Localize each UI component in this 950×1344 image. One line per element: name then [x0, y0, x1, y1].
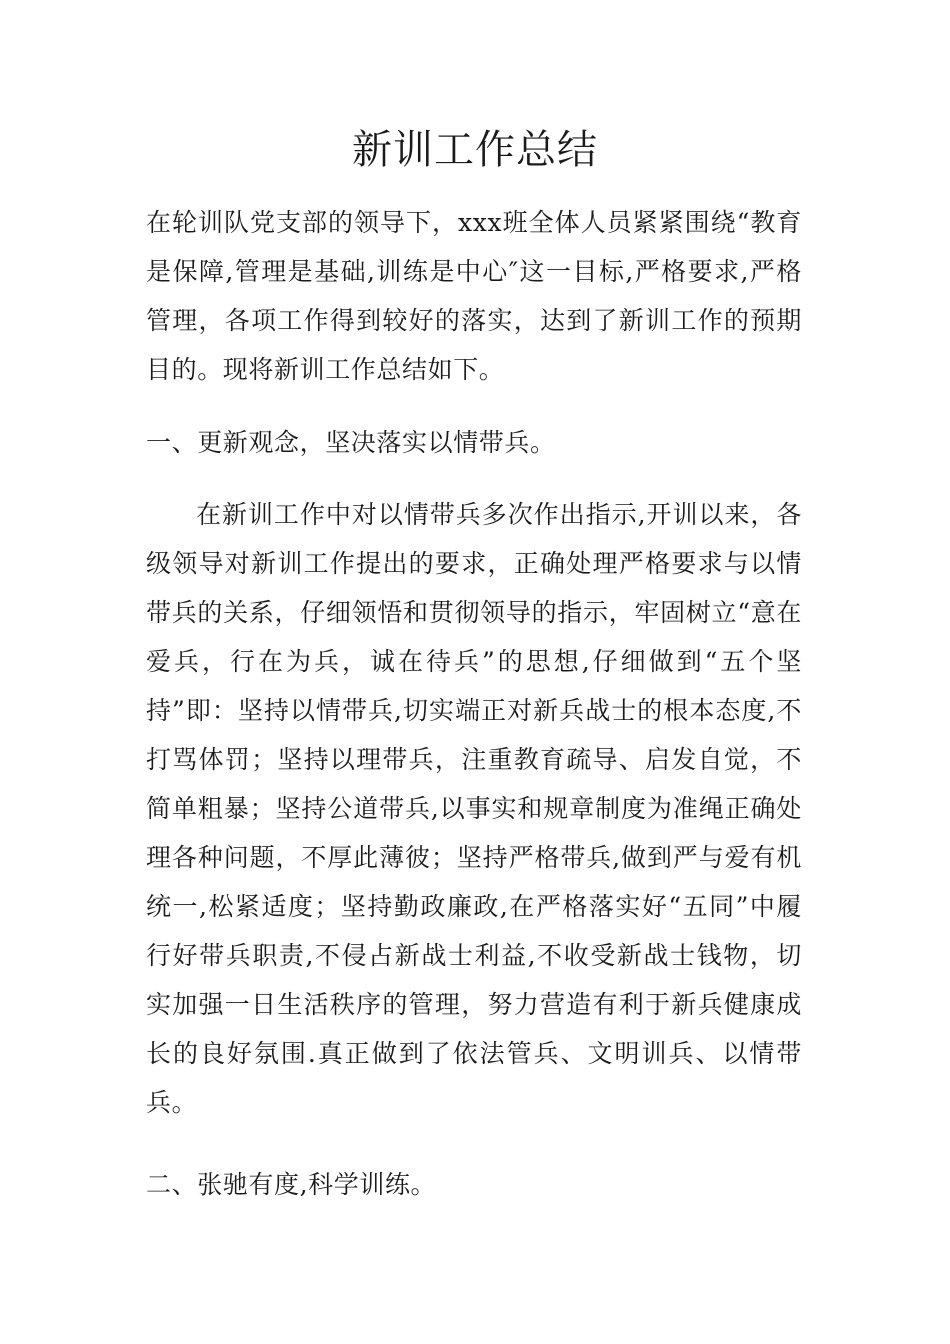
section-1-paragraph: 在新训工作中对以情带兵多次作出指示,开训以来，各级领导对新训工作提出的要求，正确处理严格要求与以情带兵的关系，仔细领悟和贯彻领导的指示，牢固树立“意在爱兵，行在为兵，诚在待兵”的思想,仔细做到“五个坚持”即：坚持以情带兵,切实端正对新兵战士的根本态度,不打骂体罚；坚持以理带兵，注重教育疏导、启发自觉，不简单粗暴；坚持公道带兵,以事实和规章制度为准绳正确处理各种问题，不厚此薄彼；坚持严格带兵,做到严与爱有机统一,松紧适度；坚持勤政廉政,在严格落实好“五同”中履行好带兵职责,不侵占新战士利益,不收受新战士钱物，切实加强一日生活秩序的管理，努力营造有利于新兵健康成长的良好氛围.真正做到了依法管兵、文明训兵、以情带兵。 — [146, 500, 802, 1117]
document-title: 新训工作总结 — [352, 127, 598, 173]
section-heading-1: 一、更新观念，坚决落实以情带兵。 — [146, 428, 556, 457]
section-heading-2: 二、张驰有度,科学训练。 — [146, 1170, 437, 1199]
intro-paragraph: 在轮训队党支部的领导下，xxx班全体人员紧紧围绕“教育是保障,管理是基础,训练是中心″这一目标,严格要求,严格管理，各项工作得到较好的落实，达到了新训工作的预期目的。现将新训工作总结如下。 — [146, 208, 802, 384]
